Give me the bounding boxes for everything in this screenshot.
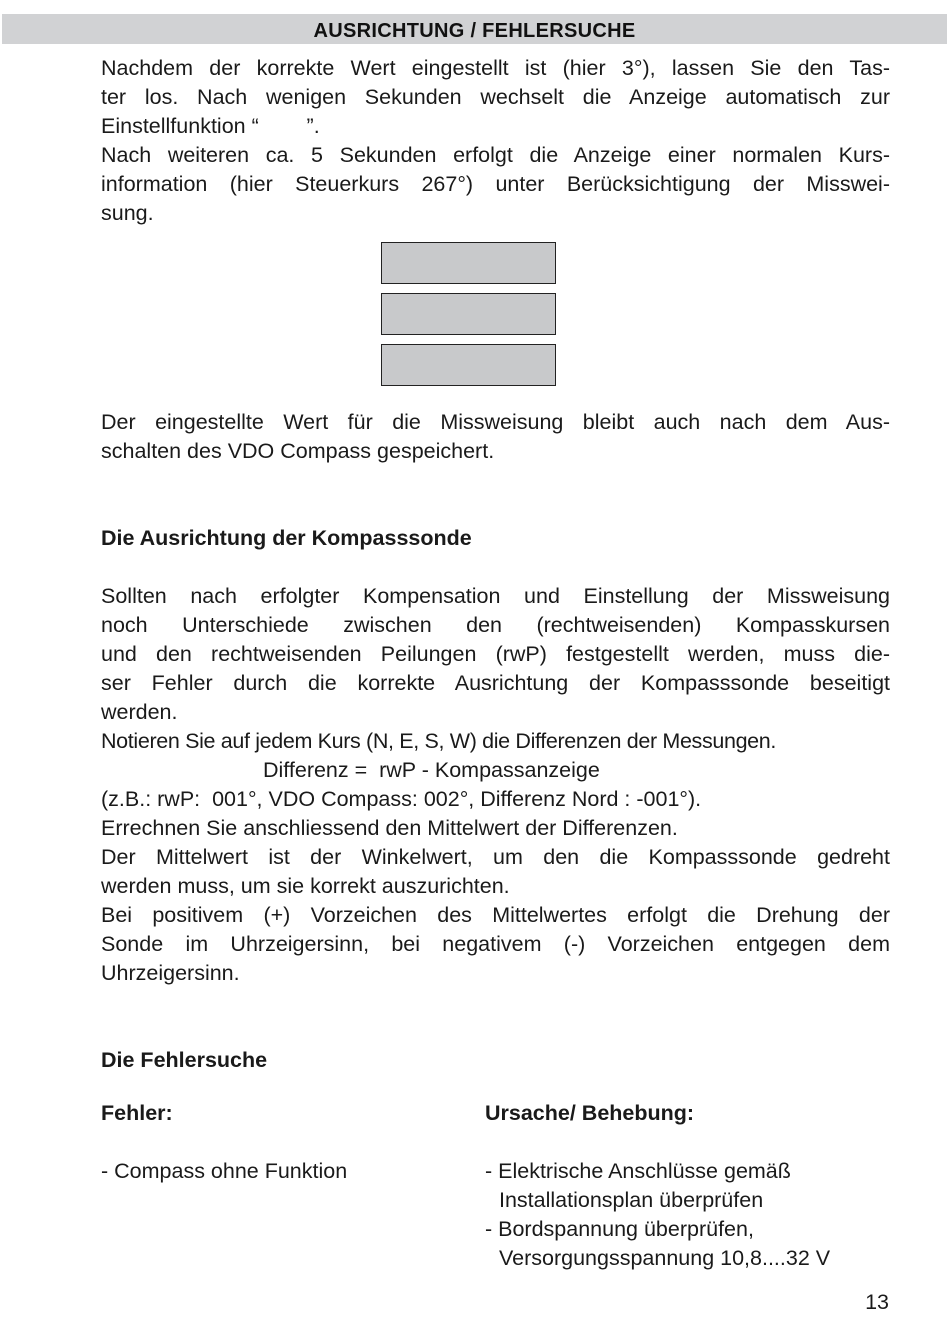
text-line: Notieren Sie auf jedem Kurs (N, E, S, W) die Differenzen der Messungen. <box>101 729 777 753</box>
text-line: Einstellfunktion “ ”. <box>101 114 320 138</box>
sign-paragraph <box>101 901 890 988</box>
fault-item: - Compass ohne Funktion <box>101 1159 348 1183</box>
cause-column <box>485 1099 890 1273</box>
cause-list <box>485 1157 890 1273</box>
display-panel <box>381 293 556 335</box>
course-info-paragraph <box>101 141 890 228</box>
display-illustration <box>381 242 558 386</box>
troubleshooting-table <box>101 1099 890 1273</box>
text-line: werden. <box>101 700 178 724</box>
cause-item: - Elektrische Anschlüsse gemäß <box>485 1159 791 1183</box>
cause-item-continuation: Installationsplan überprüfen <box>499 1188 764 1212</box>
alignment-paragraph <box>101 582 890 727</box>
section-header-bar <box>2 14 947 44</box>
text-line: Nach weiteren ca. 5 Sekunden erfolgt die Anzeige einer normalen Kurs- <box>101 143 890 167</box>
cause-item-continuation: Versorgungsspannung 10,8....32 V <box>499 1246 831 1270</box>
text-line: Der eingestellte Wert für die Missweisung bleibt auch nach dem Aus- <box>101 410 890 434</box>
section-header-title: AUSRICHTUNG / FEHLERSUCHE <box>313 19 636 42</box>
text-line: Uhrzeigersinn. <box>101 961 240 985</box>
text-line: ser Fehler durch die korrekte Ausrichtung der Kompasssonde beseitigt <box>101 671 890 695</box>
cause-item: - Bordspannung überprüfen, <box>485 1217 754 1241</box>
text-line: und den rechtweisenden Peilungen (rwP) festgestellt werden, muss die- <box>101 642 890 666</box>
text-line: werden muss, um sie korrekt auszurichten. <box>101 874 510 898</box>
text-line: Der Mittelwert ist der Winkelwert, um den die Kompasssonde gedreht <box>101 845 890 869</box>
text-line: schalten des VDO Compass gespeichert. <box>101 439 495 463</box>
saved-value-paragraph <box>101 408 890 466</box>
mean-paragraph <box>101 843 890 901</box>
text-line: Bei positivem (+) Vorzeichen des Mittelwertes erfolgt die Drehung der <box>101 903 890 927</box>
section-heading-alignment: Die Ausrichtung der Kompasssonde <box>101 526 472 550</box>
text-line: information (hier Steuerkurs 267°) unter Berücksichtigung der Misswei- <box>101 172 890 196</box>
intro-paragraph <box>101 54 890 141</box>
display-panel <box>381 344 556 386</box>
text-line: sung. <box>101 201 154 225</box>
page-number: 13 <box>865 1290 889 1314</box>
compute-line: Errechnen Sie anschliessend den Mittelwert der Differenzen. <box>101 816 678 840</box>
fault-column-header: Fehler: <box>101 1101 173 1125</box>
fault-column <box>101 1099 485 1273</box>
section-heading-troubleshooting: Die Fehlersuche <box>101 1048 268 1072</box>
text-line: Sonde im Uhrzeigersinn, bei negativem (-) Vorzeichen entgegen dem <box>101 932 890 956</box>
note-line <box>101 727 890 756</box>
example-line: (z.B.: rwP: 001°, VDO Compass: 002°, Differenz Nord : -001°). <box>101 787 702 811</box>
display-panel <box>381 242 556 284</box>
page-content <box>101 54 890 1273</box>
text-line: ter los. Nach wenigen Sekunden wechselt die Anzeige automatisch zur <box>101 85 890 109</box>
difference-formula: Differenz = rwP - Kompassanzeige <box>263 758 600 782</box>
cause-column-header: Ursache/ Behebung: <box>485 1101 695 1125</box>
text-line: Nachdem der korrekte Wert eingestellt ist (hier 3°), lassen Sie den Tas- <box>101 56 890 80</box>
text-line: Sollten nach erfolgter Kompensation und Einstellung der Missweisung <box>101 584 890 608</box>
text-line: noch Unterschiede zwischen den (rechtweisenden) Kompasskursen <box>101 613 890 637</box>
